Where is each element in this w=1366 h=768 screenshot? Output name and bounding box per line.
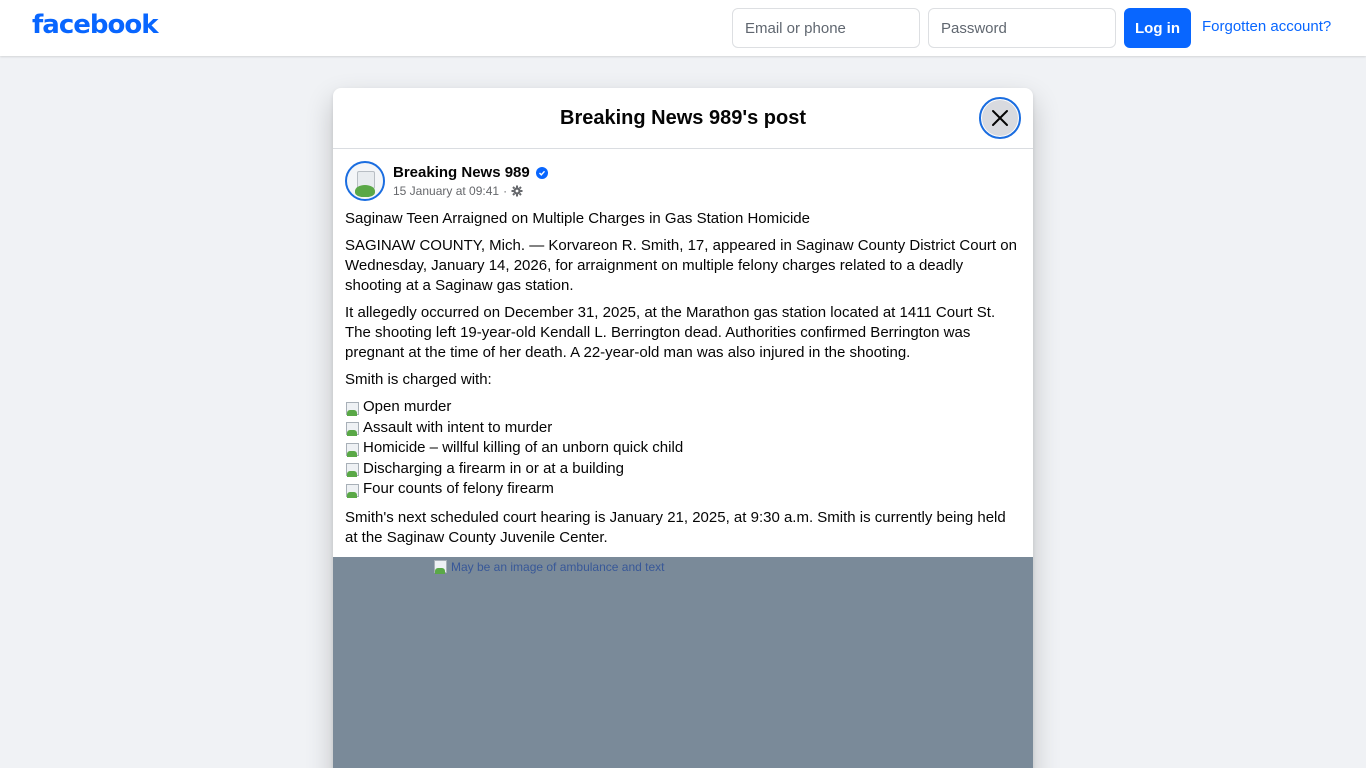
- broken-image-icon: [345, 442, 361, 458]
- gear-icon[interactable]: [511, 185, 523, 197]
- post-paragraph-3: Smith's next scheduled court hearing is January 21, 2025, at 9:30 a.m. Smith is currently being held at the Saginaw County Juvenile Center.: [345, 508, 1006, 546]
- charge-text: Discharging a firearm in or at a building: [363, 459, 624, 477]
- post-paragraph-1: SAGINAW COUNTY, Mich. — Korvareon R. Smith, 17, appeared in Saginaw County District Court on Wednesday, January 14, 2026, for arraignment on multiple felony charges related to a deadly shooting at a Saginaw gas station.: [345, 237, 1017, 294]
- charges-list: [345, 397, 1021, 500]
- charge-text: Four counts of felony firearm: [363, 480, 554, 498]
- post-image[interactable]: [333, 557, 1033, 768]
- post-dialog: [333, 88, 1033, 768]
- email-field[interactable]: [732, 8, 920, 48]
- dialog-title: Breaking News 989's post: [560, 106, 806, 129]
- post-meta: [393, 164, 548, 198]
- post-paragraph-2: It allegedly occurred on December 31, 2025, at the Marathon gas station located at 1411 Court St. The shooting left 19-year-old Kendall L. Berrington dead. Authorities confirmed Berrington was pregnant at the time of her death. A 22-year-old man was also injured in the shooting.: [345, 304, 996, 361]
- author-name[interactable]: Breaking News 989: [393, 164, 530, 181]
- post-text: [333, 201, 1033, 548]
- close-icon: [991, 109, 1009, 127]
- post-timestamp[interactable]: 15 January at 09:41: [393, 184, 500, 198]
- charge-text: Assault with intent to murder: [363, 418, 553, 436]
- facebook-logo[interactable]: facebook: [32, 10, 158, 40]
- broken-image-icon: [433, 559, 449, 575]
- broken-image-icon: [345, 401, 361, 417]
- avatar[interactable]: [345, 161, 385, 201]
- charge-text: Homicide – willful killing of an unborn quick child: [363, 439, 684, 457]
- charge-text: Open murder: [363, 398, 452, 416]
- forgotten-account-link[interactable]: Forgotten account?: [1202, 18, 1332, 35]
- image-alt-text: [433, 559, 664, 575]
- charged-intro: Smith is charged with:: [345, 371, 492, 388]
- broken-image-icon: [345, 421, 361, 437]
- top-navigation-bar: [0, 0, 1366, 56]
- post-header: [333, 149, 1033, 201]
- alt-text-label: May be an image of ambulance and text: [451, 560, 665, 574]
- list-item: [345, 438, 1021, 459]
- broken-image-icon: [345, 462, 361, 478]
- dialog-header: [333, 88, 1033, 149]
- close-button[interactable]: [979, 97, 1021, 139]
- separator: ·: [503, 184, 508, 198]
- list-item: [345, 397, 1021, 418]
- list-item: [345, 479, 1021, 500]
- broken-image-icon: [345, 483, 361, 499]
- list-item: [345, 418, 1021, 439]
- broken-image-hill: [355, 185, 375, 197]
- login-button[interactable]: Log in: [1124, 8, 1191, 48]
- list-item: [345, 459, 1021, 480]
- verified-badge-icon: [536, 167, 548, 179]
- password-field[interactable]: [928, 8, 1116, 48]
- post-headline: Saginaw Teen Arraigned on Multiple Charges in Gas Station Homicide: [345, 210, 810, 227]
